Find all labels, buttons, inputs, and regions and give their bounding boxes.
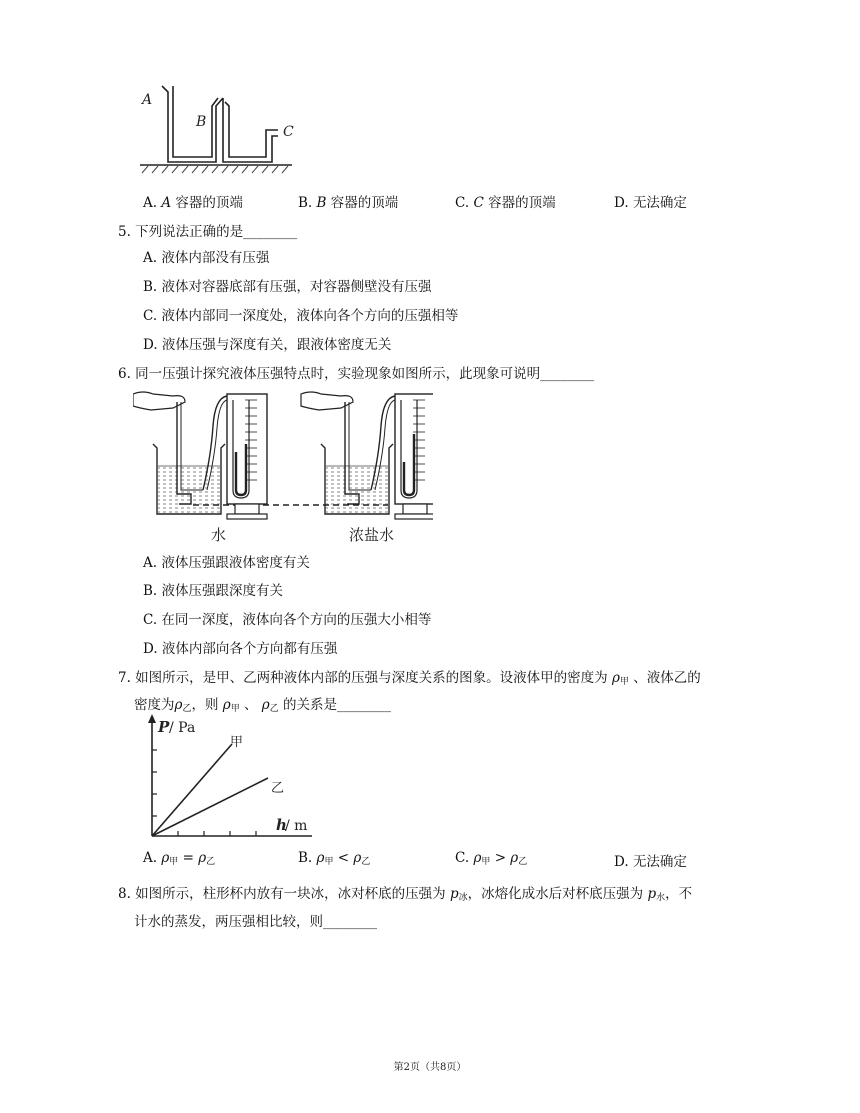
line-jia: [152, 744, 232, 836]
q4-option-a[interactable]: A. A 容器的顶端: [143, 195, 243, 211]
q6-option-b[interactable]: B. 液体压强跟深度有关: [143, 583, 284, 599]
q7-option-b[interactable]: B. $\rho_甲 < \rho_乙$: [298, 850, 371, 867]
right-setup: [301, 392, 433, 519]
q5-option-d[interactable]: D. 液体压强与深度有关，跟液体密度无关: [143, 337, 392, 353]
q7-option-a[interactable]: A. $\rho_甲 = \rho_乙$: [143, 850, 216, 867]
pressure-gauge-figure: [133, 386, 433, 546]
line-jia-label: 甲: [230, 735, 244, 750]
q5-option-a[interactable]: A. 液体内部没有压强: [143, 250, 270, 266]
label-brine: 浓盐水: [349, 526, 395, 544]
q6-option-c[interactable]: C. 在同一深度，液体向各个方向的压强大小相等: [143, 612, 432, 628]
label-c: C: [283, 124, 294, 140]
q6-stem: 6. 同一压强计探究液体压强特点时，实验现象如图所示，此现象可说明________: [118, 366, 595, 382]
q6-option-d[interactable]: D. 液体内部向各个方向都有压强: [143, 641, 338, 657]
label-a: A: [142, 92, 153, 108]
y-axis-var: P: [158, 718, 170, 736]
x-axis-var: h: [276, 816, 287, 834]
q5-option-c[interactable]: C. 液体内部同一深度处，液体向各个方向的压强相等: [143, 308, 459, 324]
q7-option-c[interactable]: C. $\rho_甲 > \rho_乙$: [455, 850, 528, 867]
q4-option-c[interactable]: C. C 容器的顶端: [455, 195, 556, 211]
q6-option-a[interactable]: A. 液体压强跟液体密度有关: [143, 555, 310, 571]
q5-option-b[interactable]: B. 液体对容器底部有压强，对容器侧壁没有压强: [143, 279, 432, 295]
label-water: 水: [211, 526, 227, 544]
pressure-depth-graph: [134, 712, 314, 842]
q8-stem-line2: 计水的蒸发，两压强相比较，则________: [134, 914, 377, 930]
left-setup: [133, 392, 267, 519]
q7-stem-line1: 7. 如图所示，是甲、乙两种液体内部的压强与深度关系的图象。设液体甲的密度为 $\rho_甲$ 、液体乙的: [118, 670, 701, 687]
q8-stem-line1: 8. 如图所示，柱形杯内放有一块冰，冰对杯底的压强为 $p_冰$，冰熔化成水后对杯底压强为 $p_水$，不: [118, 886, 693, 903]
q7-stem-line2: 密度为$\rho_乙$，则 $\rho_甲$ 、 $\rho_乙$ 的关系是________: [134, 697, 392, 714]
y-axis-unit: / Pa: [169, 720, 196, 736]
page-footer: 第2页（共8页）: [393, 1062, 467, 1073]
q4-option-b[interactable]: B. B 容器的顶端: [298, 195, 399, 211]
containers-figure: [132, 78, 302, 176]
q5-stem: 5. 下列说法正确的是________: [118, 224, 298, 240]
q7-option-d[interactable]: D. 无法确定: [614, 854, 687, 870]
label-b: B: [196, 114, 207, 130]
x-axis-unit: / m: [285, 818, 308, 834]
line-yi-label: 乙: [271, 781, 285, 796]
q4-option-d[interactable]: D. 无法确定: [614, 195, 687, 211]
line-yi: [152, 778, 268, 836]
